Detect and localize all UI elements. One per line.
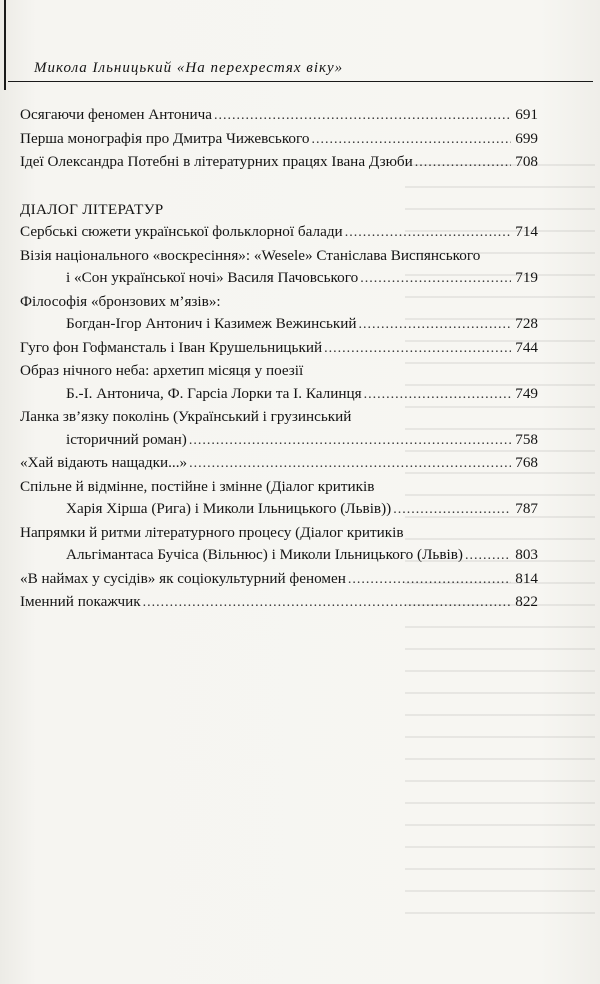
toc-entry-line bbox=[20, 291, 538, 314]
leader-dots bbox=[348, 569, 511, 592]
toc-entry-line bbox=[20, 337, 538, 361]
leader-dots bbox=[189, 430, 511, 453]
toc-entry-line bbox=[20, 151, 538, 175]
leader-dots bbox=[311, 129, 511, 152]
table-of-contents bbox=[20, 104, 538, 615]
left-margin-rule bbox=[4, 0, 6, 90]
toc-entry-title: Ідеї Олександра Потебні в літературних працях Івана Дзюби bbox=[20, 153, 413, 170]
toc-entry-title: Ланка зв’язку поколінь (Український і грузинський bbox=[20, 408, 352, 425]
toc-page-number: 714 bbox=[515, 223, 538, 240]
leader-dots bbox=[359, 314, 512, 337]
toc-entry-title: Спільне й відмінне, постійне і змінне (Діалог критиків bbox=[20, 477, 375, 495]
toc-page-number: 691 bbox=[515, 106, 538, 123]
toc-entry[interactable] bbox=[20, 291, 538, 337]
toc-page-number: 822 bbox=[515, 593, 538, 610]
leader-dots bbox=[364, 384, 512, 407]
toc-page-number: 708 bbox=[515, 153, 538, 170]
toc-entry-line bbox=[20, 568, 538, 592]
toc-page-number: 803 bbox=[515, 546, 538, 563]
toc-page-number: 768 bbox=[515, 454, 538, 471]
toc-entry[interactable] bbox=[20, 151, 538, 175]
section-title: ДІАЛОГ ЛІТЕРАТУР bbox=[20, 200, 164, 218]
toc-entry-line bbox=[20, 221, 538, 245]
toc-entry[interactable] bbox=[20, 104, 538, 128]
toc-entry[interactable] bbox=[20, 568, 538, 592]
toc-page-number: 758 bbox=[515, 430, 538, 448]
toc-entry-title: Осягаючи феномен Антонича bbox=[20, 106, 213, 123]
toc-entry-line bbox=[20, 313, 538, 337]
toc-page-number: 728 bbox=[515, 315, 538, 332]
toc-entry-title: Альгімантаса Бучіса (Вільнюс) і Миколи Ільницького (Львів) bbox=[66, 546, 463, 563]
running-head-title: Микола Ільницький «На перехрестях віку» bbox=[34, 60, 344, 76]
toc-entry[interactable] bbox=[20, 360, 538, 406]
toc-entry-line bbox=[20, 104, 538, 128]
toc-entry-title: Напрямки й ритми літературного процесу (Діалог критиків bbox=[20, 523, 404, 541]
running-head bbox=[8, 56, 593, 80]
leader-dots bbox=[465, 545, 511, 568]
toc-entry-title: історичний роман) bbox=[66, 430, 187, 448]
toc-entry-line bbox=[20, 383, 538, 407]
toc-page-number: 749 bbox=[515, 384, 538, 402]
toc-list-top bbox=[20, 104, 538, 175]
toc-entry[interactable] bbox=[20, 221, 538, 245]
toc-entry[interactable] bbox=[20, 522, 538, 568]
toc-entry[interactable] bbox=[20, 452, 538, 476]
toc-entry-title: Перша монографія про Дмитра Чижевського bbox=[20, 129, 310, 147]
toc-entry-title: Харія Хірша (Рига) і Миколи Ільницького (Львів)) bbox=[66, 500, 392, 517]
toc-entry-title: «Хай відають нащадки...» bbox=[20, 454, 188, 471]
toc-entry-line bbox=[20, 267, 538, 291]
toc-entry-title: Візія національного «воскресіння»: «Wesele» Станіслава Виспянського bbox=[20, 246, 481, 264]
toc-entry-title: «В наймах у сусідів» як соціокультурний феномен bbox=[20, 569, 346, 587]
toc-page-number: 787 bbox=[515, 500, 538, 517]
toc-entry-line bbox=[20, 245, 538, 268]
toc-entry-title: Образ нічного неба: архетип місяця у поезії bbox=[20, 362, 304, 379]
toc-entry-line bbox=[20, 591, 538, 615]
toc-page-number: 814 bbox=[515, 569, 538, 587]
leader-dots bbox=[415, 152, 511, 175]
toc-entry-line bbox=[20, 544, 538, 568]
toc-entry[interactable] bbox=[20, 406, 538, 452]
leader-dots bbox=[345, 222, 512, 245]
toc-entry[interactable] bbox=[20, 245, 538, 291]
toc-entry[interactable] bbox=[20, 476, 538, 522]
toc-entry-line bbox=[20, 128, 538, 152]
toc-entry-title: Сербські сюжети української фольклорної балади bbox=[20, 223, 343, 240]
toc-entry-title: Гуго фон Гофмансталь і Іван Крушельницький bbox=[20, 338, 323, 356]
leader-dots bbox=[360, 268, 511, 291]
toc-entry-line bbox=[20, 498, 538, 522]
toc-entry-line bbox=[20, 406, 538, 429]
leader-dots bbox=[143, 592, 512, 615]
toc-entry[interactable] bbox=[20, 128, 538, 152]
leader-dots bbox=[189, 453, 511, 476]
toc-entry-title: Іменний покажчик bbox=[20, 593, 141, 610]
toc-page-number: 699 bbox=[515, 129, 538, 147]
leader-dots bbox=[324, 338, 511, 361]
toc-entry-title: Філософія «бронзових м’язів»: bbox=[20, 292, 221, 310]
toc-entry-line bbox=[20, 360, 538, 383]
toc-list-section bbox=[20, 221, 538, 615]
toc-page-number: 744 bbox=[515, 338, 538, 356]
leader-dots bbox=[214, 105, 511, 128]
toc-entry-line bbox=[20, 452, 538, 476]
leader-dots bbox=[393, 499, 511, 522]
header-rule bbox=[8, 81, 593, 83]
toc-entry-title: і «Сон української ночі» Василя Пачовського bbox=[66, 269, 359, 286]
toc-page-number: 719 bbox=[515, 269, 538, 286]
toc-entry-line bbox=[20, 476, 538, 499]
toc-entry[interactable] bbox=[20, 591, 538, 615]
toc-entry-line bbox=[20, 429, 538, 453]
toc-entry-title: Богдан-Ігор Антонич і Казимеж Вежинський bbox=[66, 315, 357, 332]
toc-entry-title: Б.-І. Антонича, Ф. Гарсіа Лорки та І. Калинця bbox=[66, 384, 362, 402]
toc-entry[interactable] bbox=[20, 337, 538, 361]
toc-entry-line bbox=[20, 522, 538, 545]
